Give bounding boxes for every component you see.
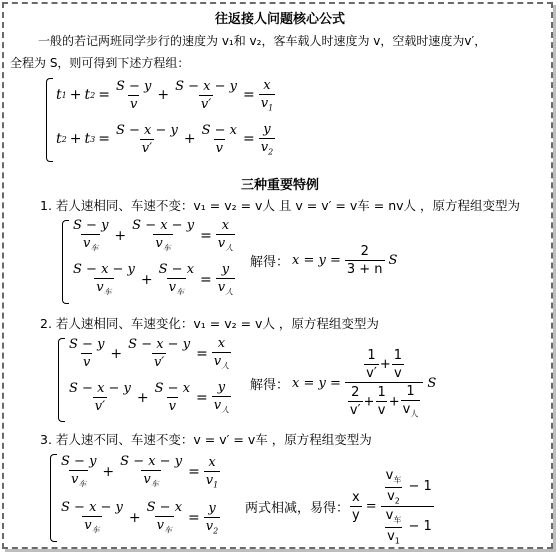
case-2-heading: 2. 若人速相同、车速变化：v₁ = v₂ = v人 ，原方程组变型为	[40, 316, 379, 331]
case-2-eq-2: $\frac{S - x - y}{v'}$ + $\frac{S - x}{v}$ = $\frac{y}{v_人}$	[69, 380, 230, 415]
case-1-system	[62, 218, 232, 306]
case-3-heading: 3. 若人速不同、车速不变：v = v′ = v车 ，原方程组变型为	[40, 432, 372, 447]
intro-line-1: 一般的若记两班同学步行的速度为 v₁和 v₂，客车载人时速度为 v，空载时速度为v′，	[38, 34, 487, 48]
case-3-solution-label: 两式相减，易得：	[245, 501, 350, 517]
case-1-eq-2: $\frac{S - x - y}{v_车}$ + $\frac{S - x}{v_车}$ = $\frac{y}{v_人}$	[73, 262, 234, 297]
general-system	[46, 76, 274, 166]
case-2-solution: 解得： x = y = $\frac{1}{v'}$ + $\frac{1}{v}$ $\frac{2}{v'}$ + $\frac{1}{v}$ + $\frac{1}{v_人}$ S	[250, 348, 437, 419]
case-2-eq-1: $\frac{S - y}{v}$ + $\frac{S - x - y}{v'}$ = $\frac{x}{v_人}$	[69, 336, 230, 371]
case-1-solution-label: 解得：	[250, 255, 290, 270]
case-1-solution: 解得： x = y = $\frac{2}{3 + n}$ S	[250, 244, 398, 277]
general-eq-1: t 1 + t 2 = $\frac{S - y}{v}$ + $\frac{S - x - y}{v'}$ = $\frac{x}{v_1}$	[56, 78, 274, 113]
general-eq-2: t 2 + t 3 = $\frac{S - x - y}{v'}$ + $\frac{S - x}{v}$ = $\frac{y}{v_2}$	[56, 122, 274, 157]
intro-text	[10, 30, 550, 74]
section-heading: 三种重要特例	[240, 178, 319, 193]
intro-line-2: 全程为 S，则可得到下述方程组：	[10, 56, 190, 70]
case-1-heading: 1. 若人速相同、车速不变：v₁ = v₂ = v人 且 v = v′ = v车 = nv人 ，原方程组变型为	[40, 198, 520, 213]
case-3-solution: 两式相减，易得： $\frac{x}{y}$ = $\frac{v_车}{v_2}$ − 1 $\frac{v_车}{v_1}$ − 1	[245, 468, 432, 546]
case-3-eq-1: $\frac{S - y}{v_车}$ + $\frac{S - x - y}{v_车}$ = $\frac{x}{v_1}$	[61, 454, 219, 490]
case-1-eq-1: $\frac{S - y}{v_车}$ + $\frac{S - x - y}{v_车}$ = $\frac{x}{v_人}$	[73, 218, 234, 253]
case-2-solution-label: 解得：	[250, 378, 290, 394]
case-3-eq-2: $\frac{S - x - y}{v_车}$ + $\frac{S - x}{v_车}$ = $\frac{y}{v_2}$	[61, 500, 219, 536]
page-title: 往返接人问题核心公式	[214, 12, 345, 27]
case-3-system	[50, 452, 220, 544]
case-2-system	[58, 336, 228, 424]
